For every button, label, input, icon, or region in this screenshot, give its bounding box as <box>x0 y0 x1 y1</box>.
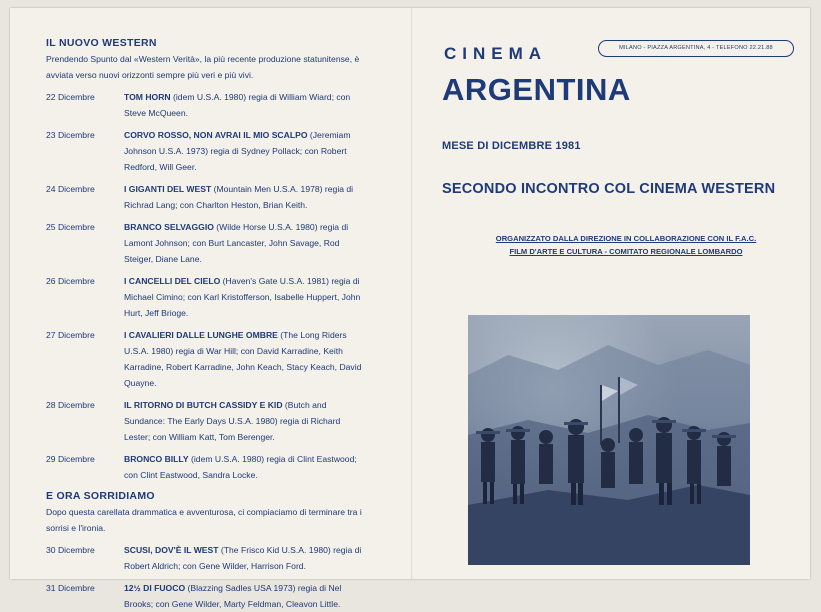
schedule-entry <box>46 273 366 321</box>
film-title: I CAVALIERI DALLE LUNGHE OMBRE <box>124 330 278 340</box>
schedule-entry <box>46 542 366 574</box>
schedule-list <box>46 542 366 612</box>
cinema-name: ARGENTINA <box>442 72 631 107</box>
entry-description <box>124 273 366 321</box>
film-title: CORVO ROSSO, NON AVRAI IL MIO SCALPO <box>124 130 308 140</box>
organizer-line-2: FILM D'ARTE E CULTURA - COMITATO REGIONALE LOMBARDO <box>509 247 743 256</box>
entry-description <box>124 542 366 574</box>
entry-date: 29 Dicembre <box>46 454 95 464</box>
entry-description <box>124 181 366 213</box>
film-details: (The Long Riders U.S.A. 1980) regia di War Hill; con David Karradine, Keith Karradine, Robert Karradine, John Keach, Stacy Keach, David Quayne. <box>124 330 362 388</box>
film-details: (Mountain Men U.S.A. 1978) regia di Richrad Lang; con Charlton Heston, Brian Keith. <box>124 184 354 210</box>
entry-date: 22 Dicembre <box>46 92 95 102</box>
entry-date: 28 Dicembre <box>46 400 95 410</box>
schedule-entry <box>46 397 366 445</box>
film-title: I GIGANTI DEL WEST <box>124 184 212 194</box>
western-photo <box>468 315 750 565</box>
film-title: TOM HORN <box>124 92 171 102</box>
entry-description <box>124 219 366 267</box>
cinema-label: CINEMA <box>444 44 548 63</box>
entry-date: 30 Dicembre <box>46 545 95 555</box>
organizer-text <box>476 232 776 258</box>
entry-date: 24 Dicembre <box>46 184 95 194</box>
schedule-entry <box>46 127 366 175</box>
entry-date: 27 Dicembre <box>46 330 95 340</box>
entry-description <box>124 89 366 121</box>
schedule-entry <box>46 219 366 267</box>
entry-description <box>124 451 366 483</box>
film-details: (Jeremiam Johnson U.S.A. 1973) regia di Sydney Pollack; con Robert Redford, Will Geer. <box>124 130 351 172</box>
film-details: (idem U.S.A. 1980) regia di Clint Eastwood; con Clint Eastwood, Sandra Locke. <box>124 454 357 480</box>
section-intro: Prendendo Spunto dal «Western Verità», la più recente produzione statunitense, è avviata verso nuovi orizzonti sempre più veri e più vivi. <box>46 54 360 80</box>
film-title: SCUSI, DOV'È IL WEST <box>124 545 219 555</box>
entry-date: 25 Dicembre <box>46 222 95 232</box>
film-title: BRANCO SELVAGGIO <box>124 222 214 232</box>
fold-line <box>411 8 413 579</box>
left-page <box>46 36 366 612</box>
entry-description <box>124 397 366 445</box>
organizer-line-1: ORGANIZZATO DALLA DIREZIONE IN COLLABORAZIONE CON IL F.A.C. <box>495 234 757 243</box>
section-heading-ora-sorridiamo: E ORA SORRIDIAMO <box>46 490 155 502</box>
section-intro: Dopo questa carellata drammatica e avventurosa, ci compiaciamo di terminare tra i sorrisi e l'ironia. <box>46 507 362 533</box>
schedule-list <box>46 89 366 483</box>
brochure-sheet <box>10 8 810 609</box>
film-title: IL RITORNO DI BUTCH CASSIDY E KID <box>124 400 283 410</box>
film-details: (Haven's Gate U.S.A. 1981) regia di Michael Cimino; con Karl Kristofferson, Isabelle Huppert, John Hurt, Jeff Brioge. <box>124 276 361 318</box>
film-title: BRONCO BILLY <box>124 454 189 464</box>
entry-description <box>124 327 366 391</box>
film-details: (Butch and Sundance: The Early Days U.S.A. 1980) regia di Richard Lester; con William Katt, Tom Berenger. <box>124 400 341 442</box>
schedule-entry <box>46 181 366 213</box>
entry-date: 31 Dicembre <box>46 583 95 593</box>
film-details: (idem U.S.A. 1980) regia di William Wiard; con Steve McQueen. <box>124 92 351 118</box>
section-heading-nuovo-western: IL NUOVO WESTERN <box>46 37 157 49</box>
entry-date: 26 Dicembre <box>46 276 95 286</box>
address-badge: MILANO - PIAZZA ARGENTINA, 4 - TELEFONO 22.21.88 <box>598 40 794 57</box>
page-title: SECONDO INCONTRO COL CINEMA WESTERN <box>442 181 776 197</box>
film-title: 12½ DI FUOCO <box>124 583 186 593</box>
schedule-entry <box>46 451 366 483</box>
schedule-entry <box>46 327 366 391</box>
entry-description <box>124 127 366 175</box>
month-label: MESE DI DICEMBRE 1981 <box>442 140 581 152</box>
schedule-entry <box>46 89 366 121</box>
film-details: (Wilde Horse U.S.A. 1980) regia di Lamont Johnson; con Burt Lancaster, John Savage, Rod Steiger, Diane Lane. <box>124 222 349 264</box>
entry-date: 23 Dicembre <box>46 130 95 140</box>
film-details: (Blazzing Sadles USA 1973) regia di Nel Brooks; con Gene Wilder, Marty Feldman, Cleavon Little. <box>124 583 342 609</box>
film-title: I CANCELLI DEL CIELO <box>124 276 221 286</box>
cowboys-photo-illustration <box>468 315 750 565</box>
schedule-entry <box>46 580 366 612</box>
film-details: (The Frisco Kid U.S.A. 1980) regia di Robert Aldrich; con Gene Wilder, Harrison Ford. <box>124 545 362 571</box>
entry-description <box>124 580 366 612</box>
